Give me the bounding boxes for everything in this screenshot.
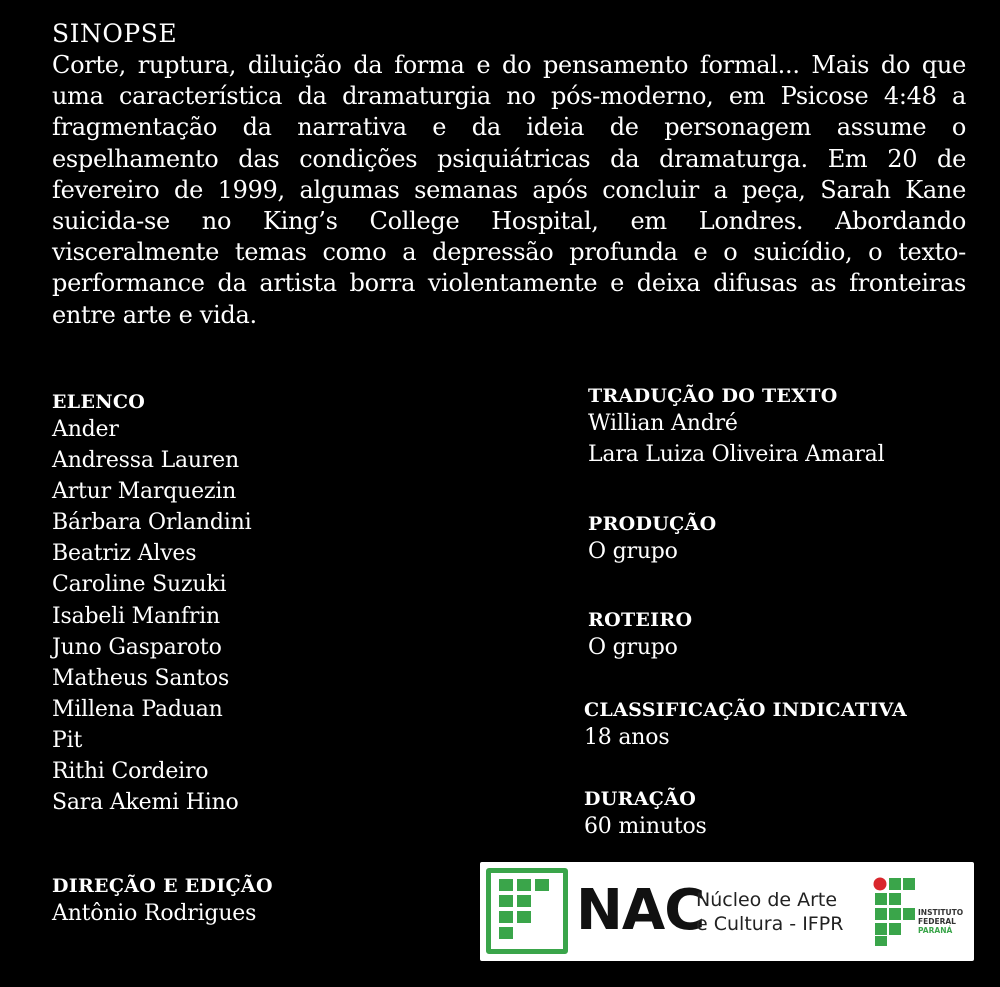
- cast-section: [52, 390, 251, 818]
- translator-name: Willian André: [588, 411, 738, 436]
- ifpr-text-line: INSTITUTO: [918, 908, 964, 917]
- synopsis-heading: SINOPSE: [52, 19, 178, 48]
- rating-heading: CLASSIFICAÇÃO INDICATIVA: [584, 699, 908, 721]
- rating-section: [584, 698, 907, 753]
- cast-member: Millena Paduan: [52, 696, 223, 722]
- duration-value: 60 minutos: [584, 814, 707, 839]
- cast-member: Ander: [52, 417, 119, 442]
- director-name: Antônio Rodrigues: [52, 901, 257, 926]
- cast-member: Beatriz Alves: [52, 541, 197, 567]
- translator-name: Lara Luiza Oliveira Amaral: [588, 442, 885, 467]
- synopsis-section: [52, 18, 966, 331]
- script-value: O grupo: [588, 635, 678, 660]
- duration-section: [584, 787, 707, 842]
- cast-list: [52, 414, 251, 818]
- ifpr-institute-icon: [872, 876, 916, 948]
- rating-value: 18 anos: [584, 725, 670, 750]
- cast-member: Rithi Cordeiro: [52, 759, 209, 785]
- cast-member: Matheus Santos: [52, 665, 230, 691]
- cast-member: Andressa Lauren: [52, 448, 239, 474]
- ifpr-text-line: PARANÁ: [918, 926, 953, 935]
- production-value: O grupo: [588, 539, 678, 564]
- cast-member: Juno Gasparoto: [52, 634, 222, 660]
- production-heading: PRODUÇÃO: [588, 513, 717, 535]
- cast-heading: ELENCO: [52, 391, 146, 413]
- nac-subtitle: [696, 888, 843, 936]
- ifpr-text-line: FEDERAL: [918, 917, 956, 926]
- ifpr-logo-icon: [486, 868, 568, 954]
- cast-member: Pit: [52, 727, 83, 753]
- ifpr-institute-text: [918, 908, 963, 935]
- ifpr-institute-logo: [872, 876, 962, 948]
- nac-logo-text: NAC: [576, 878, 705, 943]
- cast-member: Caroline Suzuki: [52, 572, 227, 598]
- logo-panel: [480, 862, 974, 961]
- script-heading: ROTEIRO: [588, 609, 693, 631]
- direction-heading: DIREÇÃO E EDIÇÃO: [52, 875, 273, 897]
- nac-subtitle-line: Núcleo de Arte: [696, 889, 838, 911]
- cast-member: Isabeli Manfrin: [52, 603, 220, 629]
- translation-section: [588, 384, 884, 470]
- direction-section: [52, 874, 273, 929]
- synopsis-text: Corte, ruptura, diluição da forma e do pensamento formal... Mais do que uma característica da dramaturgia no pós-moderno, em Psicose 4:48 a fragmentação da narrativa e da ideia de personagem assume o espelhamento das condições psiquiátricas da dramaturga. Em 20 de fevereiro de 1999, algumas semanas após concluir a peça, Sarah Kane suicida-se no King’s College Hospital, em Londres. Abordando visceralmente temas como a depressão profunda e o suicídio, o texto-performance da artista borra violentamente e deixa difusas as fronteiras entre arte e vida.: [52, 51, 966, 329]
- script-section: [588, 608, 692, 663]
- production-section: [588, 512, 717, 567]
- cast-member: Artur Marquezin: [52, 479, 237, 505]
- cast-member: Bárbara Orlandini: [52, 510, 252, 536]
- duration-heading: DURAÇÃO: [584, 788, 697, 810]
- cast-member: Sara Akemi Hino: [52, 790, 239, 816]
- ifpr-grid-icon: [491, 873, 563, 949]
- nac-subtitle-line: e Cultura - IFPR: [696, 913, 844, 935]
- translation-heading: TRADUÇÃO DO TEXTO: [588, 385, 838, 407]
